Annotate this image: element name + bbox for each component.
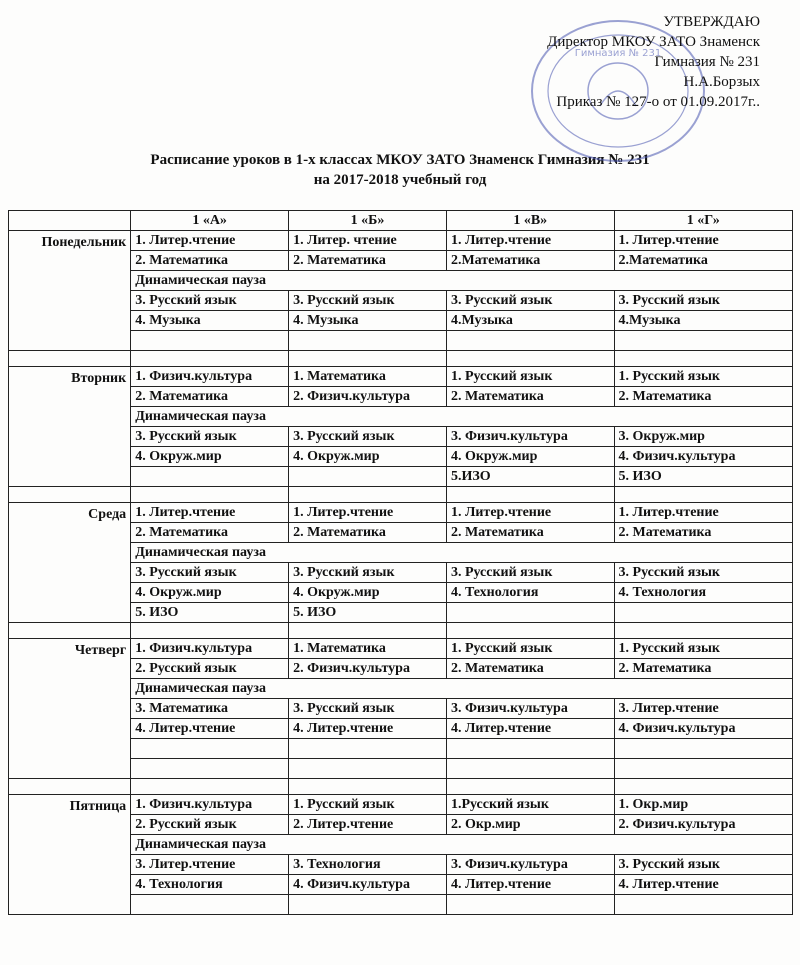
- lesson-cell: [614, 739, 792, 759]
- lesson-cell: 4. Окруж.мир: [289, 447, 447, 467]
- table-row: [9, 367, 793, 387]
- approval-school: Гимназия № 231: [654, 54, 760, 70]
- lesson-cell: 2. Физич.культура: [614, 815, 792, 835]
- lesson-cell: 3. Русский язык: [446, 291, 614, 311]
- approval-heading: УТВЕРЖДАЮ: [663, 14, 760, 30]
- class-header: 1 «А»: [131, 211, 289, 231]
- lesson-cell: 3. Русский язык: [131, 563, 289, 583]
- empty-cell: [614, 351, 792, 367]
- lesson-cell: [446, 331, 614, 351]
- table-row: [9, 639, 793, 659]
- lesson-cell: 5. ИЗО: [131, 603, 289, 623]
- empty-cell: [446, 351, 614, 367]
- empty-cell: [131, 623, 289, 639]
- class-header: 1 «Г»: [614, 211, 792, 231]
- day-label: Понедельник: [9, 231, 131, 351]
- lesson-cell: [614, 331, 792, 351]
- lesson-cell: 4. Технология: [614, 583, 792, 603]
- lesson-cell: [131, 895, 289, 915]
- lesson-cell: 2. Русский язык: [131, 815, 289, 835]
- lesson-cell: 1. Математика: [289, 367, 447, 387]
- lesson-cell: 3. Русский язык: [289, 291, 447, 311]
- header-row: [9, 211, 793, 231]
- lesson-cell: [131, 739, 289, 759]
- lesson-cell: [289, 739, 447, 759]
- lesson-cell: 3. Русский язык: [289, 563, 447, 583]
- table-row: [9, 231, 793, 251]
- empty-cell: [446, 623, 614, 639]
- lesson-cell: 5. ИЗО: [289, 603, 447, 623]
- lesson-cell: 4. Физич.культура: [614, 719, 792, 739]
- dynamic-pause: Динамическая пауза: [131, 407, 793, 427]
- lesson-cell: 4.Музыка: [446, 311, 614, 331]
- lesson-cell: 3. Математика: [131, 699, 289, 719]
- spacer-row: [9, 351, 793, 367]
- lesson-cell: 3. Русский язык: [614, 563, 792, 583]
- lesson-cell: 2. Математика: [614, 387, 792, 407]
- lesson-cell: 5.ИЗО: [446, 467, 614, 487]
- lesson-cell: 1. Литер.чтение: [131, 503, 289, 523]
- dynamic-pause: Динамическая пауза: [131, 835, 793, 855]
- empty-cell: [9, 351, 131, 367]
- lesson-cell: 4. Музыка: [131, 311, 289, 331]
- empty-cell: [131, 351, 289, 367]
- lesson-cell: 4. Технология: [131, 875, 289, 895]
- empty-cell: [614, 623, 792, 639]
- lesson-cell: 1. Литер.чтение: [446, 503, 614, 523]
- lesson-cell: 1. Литер.чтение: [131, 231, 289, 251]
- spacer-row: [9, 623, 793, 639]
- lesson-cell: 2. Физич.культура: [289, 387, 447, 407]
- lesson-cell: 1. Русский язык: [446, 639, 614, 659]
- empty-cell: [289, 779, 447, 795]
- spacer-row: [9, 487, 793, 503]
- empty-cell: [131, 779, 289, 795]
- lesson-cell: 1. Русский язык: [446, 367, 614, 387]
- dynamic-pause: Динамическая пауза: [131, 271, 793, 291]
- lesson-cell: 4. Технология: [446, 583, 614, 603]
- empty-cell: [9, 779, 131, 795]
- lesson-cell: 2. Математика: [131, 523, 289, 543]
- lesson-cell: 3. Русский язык: [131, 291, 289, 311]
- lesson-cell: 4. Физич.культура: [614, 447, 792, 467]
- lesson-cell: 1. Литер. чтение: [289, 231, 447, 251]
- lesson-cell: [289, 759, 447, 779]
- dynamic-pause: Динамическая пауза: [131, 543, 793, 563]
- lesson-cell: [289, 331, 447, 351]
- lesson-cell: 2. Математика: [614, 523, 792, 543]
- lesson-cell: 1.Русский язык: [446, 795, 614, 815]
- page-title: Расписание уроков в 1-х классах МКОУ ЗАТО Знаменск Гимназия № 231 на 2017-2018 учебный год: [150, 152, 650, 188]
- class-header: 1 «Б»: [289, 211, 447, 231]
- empty-cell: [131, 487, 289, 503]
- lesson-cell: 4. Музыка: [289, 311, 447, 331]
- lesson-cell: 2. Математика: [614, 659, 792, 679]
- lesson-cell: 3. Литер.чтение: [614, 699, 792, 719]
- lesson-cell: 4. Физич.культура: [289, 875, 447, 895]
- lesson-cell: 1. Физич.культура: [131, 367, 289, 387]
- approval-position: Директор МКОУ ЗАТО Знаменск: [547, 34, 760, 50]
- lesson-cell: 1. Русский язык: [614, 367, 792, 387]
- lesson-cell: 2. Математика: [289, 251, 447, 271]
- day-label: Пятница: [9, 795, 131, 915]
- lesson-cell: [614, 603, 792, 623]
- lesson-cell: 1. Литер.чтение: [446, 231, 614, 251]
- lesson-cell: 3. Русский язык: [614, 855, 792, 875]
- lesson-cell: 2. Математика: [131, 387, 289, 407]
- lesson-cell: 4. Литер.чтение: [446, 875, 614, 895]
- lesson-cell: 2. Окр.мир: [446, 815, 614, 835]
- lesson-cell: 3. Физич.культура: [446, 855, 614, 875]
- lesson-cell: 4. Литер.чтение: [289, 719, 447, 739]
- lesson-cell: 2. Математика: [446, 523, 614, 543]
- lesson-cell: 2. Математика: [289, 523, 447, 543]
- empty-cell: [289, 623, 447, 639]
- lesson-cell: 4. Окруж.мир: [131, 583, 289, 603]
- lesson-cell: 2. Физич.культура: [289, 659, 447, 679]
- empty-cell: [446, 487, 614, 503]
- table-row: [9, 503, 793, 523]
- lesson-cell: 3. Технология: [289, 855, 447, 875]
- empty-cell: [614, 779, 792, 795]
- lesson-cell: 1. Русский язык: [614, 639, 792, 659]
- lesson-cell: 2. Математика: [446, 659, 614, 679]
- approval-block: [547, 12, 760, 112]
- lesson-cell: [131, 759, 289, 779]
- lesson-cell: [614, 759, 792, 779]
- lesson-cell: 3. Русский язык: [131, 427, 289, 447]
- lesson-cell: 1. Литер.чтение: [614, 503, 792, 523]
- lesson-cell: 4. Окруж.мир: [289, 583, 447, 603]
- lesson-cell: 1. Физич.культура: [131, 795, 289, 815]
- class-header: 1 «В»: [446, 211, 614, 231]
- lesson-cell: 4. Окруж.мир: [446, 447, 614, 467]
- lesson-cell: 4.Музыка: [614, 311, 792, 331]
- lesson-cell: 2. Литер.чтение: [289, 815, 447, 835]
- lesson-cell: 3. Литер.чтение: [131, 855, 289, 875]
- lesson-cell: [131, 331, 289, 351]
- dynamic-pause: Динамическая пауза: [131, 679, 793, 699]
- lesson-cell: 2. Математика: [131, 251, 289, 271]
- lesson-cell: 3. Окруж.мир: [614, 427, 792, 447]
- lesson-cell: [289, 895, 447, 915]
- lesson-cell: 3. Русский язык: [614, 291, 792, 311]
- empty-cell: [9, 487, 131, 503]
- spacer-row: [9, 779, 793, 795]
- empty-cell: [289, 487, 447, 503]
- lesson-cell: [289, 467, 447, 487]
- approval-order: Приказ № 127-о от 01.09.2017г..: [556, 94, 760, 110]
- lesson-cell: [446, 603, 614, 623]
- lesson-cell: [446, 895, 614, 915]
- lesson-cell: 1. Физич.культура: [131, 639, 289, 659]
- approval-signatory: Н.А.Борзых: [683, 74, 760, 90]
- lesson-cell: 2. Математика: [446, 387, 614, 407]
- lesson-cell: 3. Русский язык: [446, 563, 614, 583]
- lesson-cell: [131, 467, 289, 487]
- lesson-cell: 1. Математика: [289, 639, 447, 659]
- day-label: Среда: [9, 503, 131, 623]
- lesson-cell: 3. Физич.культура: [446, 699, 614, 719]
- schedule-table: [8, 210, 793, 915]
- day-label: Четверг: [9, 639, 131, 779]
- table-row: [9, 795, 793, 815]
- empty-cell: [614, 487, 792, 503]
- empty-cell: [9, 623, 131, 639]
- lesson-cell: 1. Литер.чтение: [289, 503, 447, 523]
- day-label: Вторник: [9, 367, 131, 487]
- lesson-cell: 2.Математика: [446, 251, 614, 271]
- empty-cell: [446, 779, 614, 795]
- lesson-cell: 5. ИЗО: [614, 467, 792, 487]
- lesson-cell: 4. Литер.чтение: [446, 719, 614, 739]
- lesson-cell: 2.Математика: [614, 251, 792, 271]
- lesson-cell: 1. Окр.мир: [614, 795, 792, 815]
- lesson-cell: 2. Русский язык: [131, 659, 289, 679]
- header-blank: [9, 211, 131, 231]
- lesson-cell: 1. Русский язык: [289, 795, 447, 815]
- lesson-cell: 4. Литер.чтение: [131, 719, 289, 739]
- lesson-cell: [614, 895, 792, 915]
- lesson-cell: 4. Окруж.мир: [131, 447, 289, 467]
- lesson-cell: [446, 759, 614, 779]
- lesson-cell: 4. Литер.чтение: [614, 875, 792, 895]
- empty-cell: [289, 351, 447, 367]
- lesson-cell: 1. Литер.чтение: [614, 231, 792, 251]
- lesson-cell: 3. Физич.культура: [446, 427, 614, 447]
- lesson-cell: 3. Русский язык: [289, 699, 447, 719]
- stamp-text: Гимназия № 231: [574, 48, 662, 59]
- lesson-cell: [446, 739, 614, 759]
- lesson-cell: 3. Русский язык: [289, 427, 447, 447]
